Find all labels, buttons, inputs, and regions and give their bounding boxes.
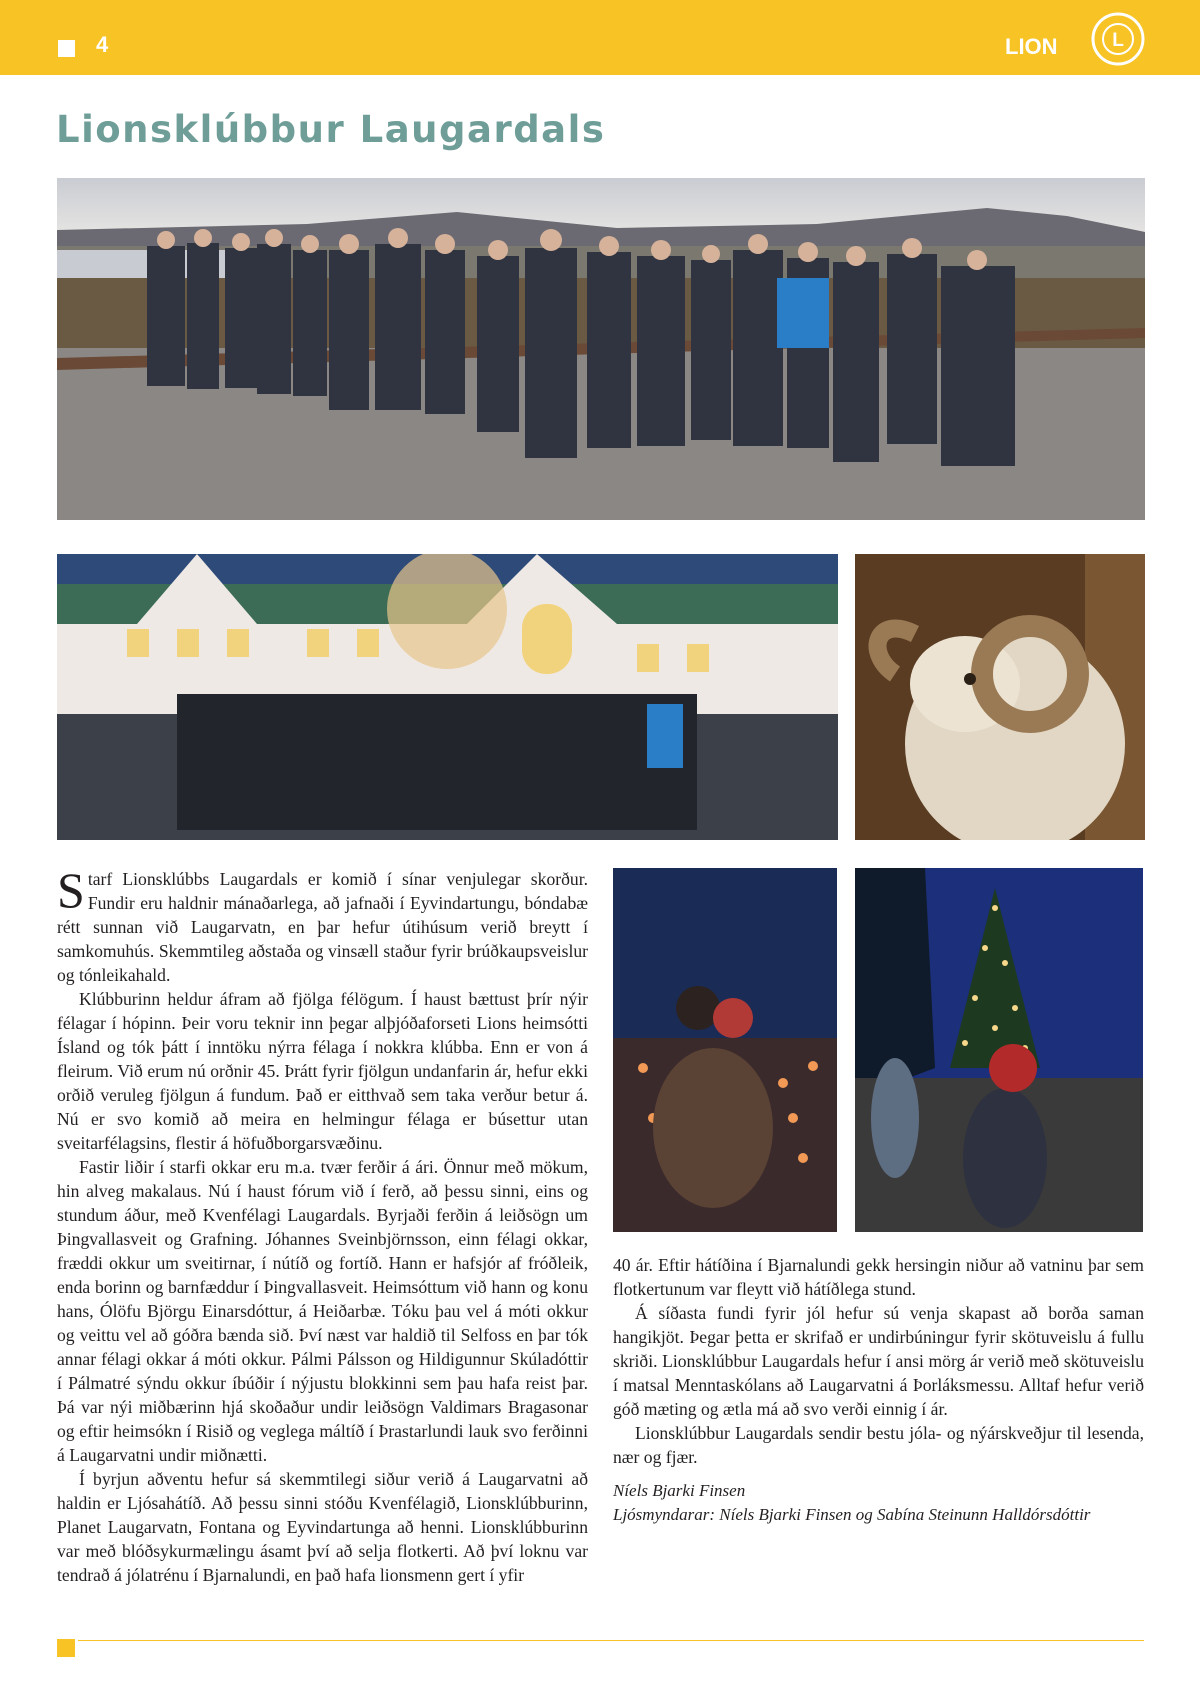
group-photo-lookout [57, 178, 1145, 520]
footer-square-icon [57, 1639, 75, 1657]
page-header [0, 0, 1200, 75]
page-number: 4 [96, 32, 109, 57]
magazine-name: LION [1005, 34, 1058, 59]
paragraph-4: Í byrjun aðventu hefur sá skemmtilegi siður verið á Laugarvatni að haldin er Ljósahátíð. Að þessu sinni stóðu Kvenfélagið, Lionsklúbburinn, Planet Laugarvatn, Fontana og Eyvindartunga að henni. Lionsklúbburinn var með blóðsykurmælingu ásamt því að selja flotkerti. Að því loknu var tendrað á jólatrénu í Bjarnalundi, en það hafa lionsmenn gert í yfir [57, 1469, 588, 1585]
drop-cap: S [57, 862, 85, 918]
paragraph-1: Starf Lionsklúbbs Laugardals er komið í sínar venjulegar skorður. Fundir eru haldnir mánaðarlega, að jafnaði í Eyvindartungu, bóndabæ rétt sunnan við Laugarvatn, en þar hefur útihúsum verið breytt í samkomuhús. Skemmtileg aðstaða og vinsæll staður fyrir brúðkaupsveislur og tónleikahald. [57, 862, 588, 985]
paragraph-4-continued: 40 ár. Eftir hátíðina í Bjarnalundi gekk hersingin niður að vatninu þar sem flotkertunum var fleytt við hátíðlega stund. [613, 1255, 1144, 1299]
ram-photo [855, 554, 1145, 840]
footer-rule [78, 1640, 1144, 1641]
paragraph-6: Lionsklúbbur Laugardals sendir bestu jóla- og nýárskveðjur til lesenda, nær og fjær. [613, 1423, 1144, 1467]
article-title: Lionsklúbbur Laugardals [56, 108, 606, 151]
header-square-icon [58, 40, 75, 57]
article-column-1 [57, 862, 588, 1587]
svg-text:L: L [1112, 30, 1124, 51]
article-column-2 [613, 1253, 1144, 1469]
group-photo-illuminated-building [57, 554, 838, 840]
author-credit: Níels Bjarki Finsen [613, 1481, 746, 1500]
paragraph-5: Á síðasta fundi fyrir jól hefur sú venja skapast að borða saman hangikjöt. Þegar þetta er skrifað er undirbúningur fyrir skötuveislu á fullu skriði. Lionsklúbbur Laugardals hefur í ansi mörg ár verið með skötuveislu í matsal Menntaskólans að Laugarvatni á Þorláksmessu. Alltaf hefur verið góð mæting og ætla má að svo verði einnig í ár. [613, 1303, 1144, 1419]
photographer-credit: Ljósmyndarar: Níels Bjarki Finsen og Sabína Steinunn Halldórsdóttir [613, 1505, 1091, 1524]
candle-lights-photo [613, 868, 837, 1232]
paragraph-2: Klúbburinn heldur áfram að fjölga félögum. Í haust bættust þrír nýir félagar í hópinn. Þeir voru teknir inn þegar alþjóðaforseti Lions heimsótti Ísland og tók þátt í inntöku nýrra félaga í nokkra klúbba. Enn er von á fleirum. Við erum nú orðnir 45. Þrátt fyrir fjölgun undanfarin ár, hefur ekki orðið veruleg fjölgun á fundum. Það er eitthvað sem taka verður betur á. Nú er svo komið að meira en helmingur félaga er búsettur utan sveitarfélagsins, flestir á höfuðborgarsvæðinu. [57, 989, 588, 1153]
christmas-tree-photo [855, 868, 1143, 1232]
lions-emblem-icon [1091, 12, 1145, 66]
paragraph-3: Fastir liðir í starfi okkar eru m.a. tvær ferðir á ári. Önnur með mökum, hin alveg makalaus. Nú í haust fórum við í ferð, að þessu sinni, eins og stundum áður, með Kvenfélagi Laugardals. Byrjaði ferðin á leiðsögn um Þingvallasveit og Grafning. Jóhannes Sveinbjörnsson, einn félagi okkar, fræddi okkur um sveitirnar, í nútíð og fortíð. Hann er hafsjór af fróðleik, enda borinn og barnfæddur í Þingvallasveit. Heimsóttum við hann og konu hans, Ólöfu Björgu Einarsdóttur, á Heiðarbæ. Tóku þau vel á móti okkur og veittu vel að góðra bænda sið. Því næst var haldið til Selfoss en þar tók annar félagi okkar á móti okkur. Pálmi Pálsson og Hildigunnur Skúladóttir í Pálmatré sýndu okkur íbúðir í nýjustu blokkinni sem þau hafa reist þar. Þá var nýi miðbærinn hjá skoðaður undir leiðsögn Valdimars Bragasonar og eftir heimsókn í Risið og veglega máltíð í Þrastarlundi lauk svo ferðinni á Laugarvatni undir miðnætti. [57, 1157, 588, 1465]
